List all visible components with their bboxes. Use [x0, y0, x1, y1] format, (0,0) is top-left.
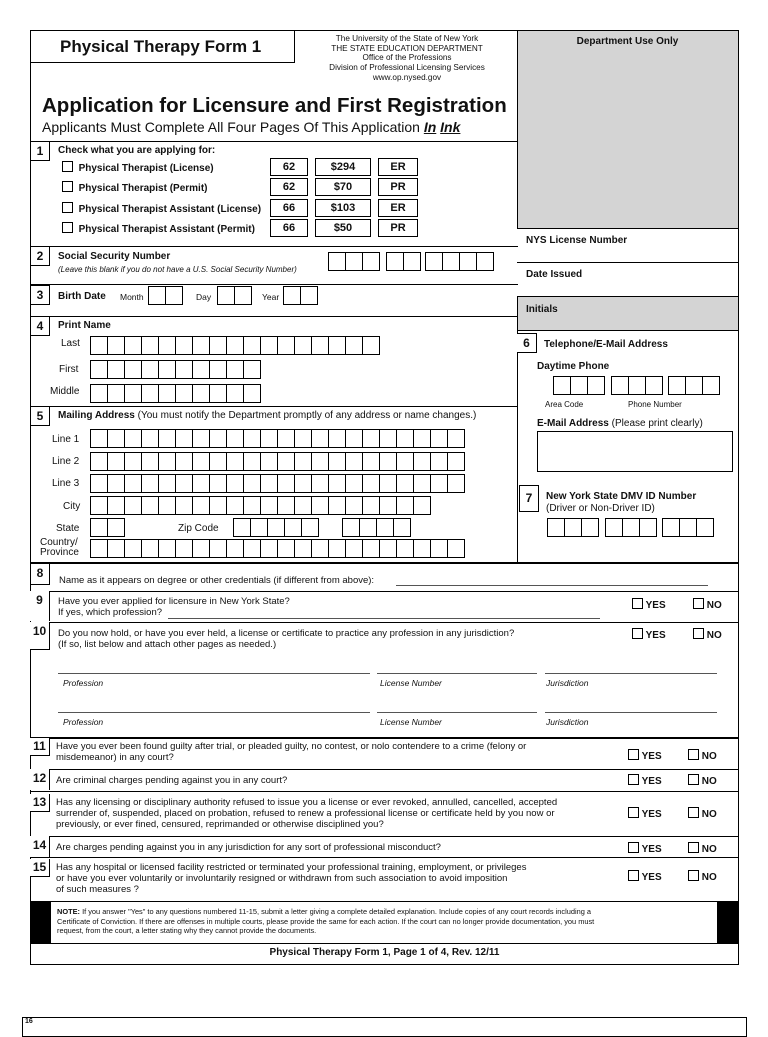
phone-number-suffix-input[interactable] [668, 376, 719, 395]
s9-followup: If yes, which profession? [58, 607, 163, 618]
s10-question [58, 628, 514, 650]
print-name-label: Print Name [58, 320, 111, 331]
nys-license-label: NYS License Number [526, 235, 628, 246]
jurisdiction-entry-line[interactable] [545, 673, 717, 674]
profession-entry-line[interactable] [58, 712, 370, 713]
s1-checkbox[interactable] [62, 202, 73, 213]
birth-month-input[interactable] [148, 286, 182, 305]
note-label: NOTE: [57, 907, 80, 916]
zip-plus4-input[interactable] [342, 518, 410, 537]
area-code-label: Area Code [545, 400, 584, 409]
section-number: 11 [30, 738, 50, 756]
no-label: NO [701, 872, 717, 883]
s1-checkbox[interactable] [62, 181, 73, 192]
no-option[interactable] [693, 598, 722, 611]
subtitle-in: In [423, 119, 437, 135]
note-line-1 [57, 907, 715, 917]
s13-text-3: previously, or ever fined, censured, reprimanded or otherwise disciplined you? [56, 819, 384, 830]
telephone-email-label: Telephone/E-Mail Address [544, 339, 668, 350]
s11-text: Have you ever been found guilty after trial, or pleaded guilty, no contest, or nolo contendere to a crime (felony or [56, 741, 527, 752]
s13-text: Has any licensing or disciplinary authority refused to issue you a license or ever revoked, annulled, cancelled, accepted [56, 797, 558, 808]
s1-title: Check what you are applying for: [58, 145, 216, 156]
yes-option[interactable] [628, 807, 662, 820]
s1-option-row [62, 161, 214, 174]
s10-text: Do you now hold, or have you ever held, a license or certificate to practice any profession in any jurisdiction? [58, 628, 515, 639]
section-number: 10 [30, 622, 50, 650]
fee-type: PR [378, 178, 418, 196]
fee-amount: $70 [315, 178, 371, 196]
profession-line [168, 618, 600, 619]
agency-line: Division of Professional Licensing Services [329, 63, 485, 73]
no-label: NO [706, 600, 722, 611]
yes-option[interactable] [628, 842, 662, 855]
fee-amount: $294 [315, 158, 371, 176]
email-heading [537, 418, 703, 429]
profession-caption: Profession [63, 717, 104, 727]
jurisdiction-caption: Jurisdiction [546, 678, 589, 688]
s14-question: Are charges pending against you in any jurisdiction for any sort of professional misconduct? [56, 842, 441, 853]
fee-type: ER [378, 199, 418, 217]
yes-option[interactable] [628, 774, 662, 787]
dmv-id-input[interactable] [547, 518, 598, 537]
middle-name-label: Middle [50, 386, 80, 397]
no-option[interactable] [688, 807, 717, 820]
s1-option-label: Physical Therapist Assistant (License) [78, 204, 262, 215]
no-label: NO [701, 844, 717, 855]
profession-code: 66 [270, 219, 308, 237]
country-input[interactable] [90, 539, 464, 558]
note-line-2: Certificate of Conviction. If there are offenses in multiple courts, please provide the same for each action. If the court can no longer provide documentation, you must [57, 916, 595, 926]
yes-label: YES [645, 600, 666, 611]
birth-day-input[interactable] [217, 286, 251, 305]
s15-text-3: of such measures ? [56, 884, 139, 895]
ssn-note: (Leave this blank if you do not have a U.S. Social Security Number) [58, 265, 297, 274]
area-code-input[interactable] [553, 376, 604, 395]
s8-question: Name as it appears on degree or other credentials (if different from above): [59, 575, 375, 586]
section-number: 8 [30, 563, 50, 585]
agency-line: THE STATE EDUCATION DEPARTMENT [331, 43, 483, 53]
mailing-address-heading [58, 410, 476, 421]
section-number: 9 [30, 591, 50, 621]
subtitle [42, 119, 460, 135]
fee-amount: $103 [315, 199, 371, 217]
address-line2-input[interactable] [90, 452, 464, 471]
credential-name-line [396, 585, 708, 586]
initials-label: Initials [526, 304, 558, 315]
state-label: State [56, 523, 80, 534]
note-bar-right [717, 902, 738, 943]
license-caption: License Number [380, 678, 442, 688]
section-number: 7 [519, 485, 539, 512]
s13-text-2: surrender of, suspended, placed on probation, refused to renew a professional license or certificate held by you now or [56, 808, 555, 819]
ssn-input[interactable] [328, 252, 379, 271]
note-line-1-text: If you answer "Yes" to any questions numbered 11-15, submit a letter giving a complete detailed explanation. Include copies of any court records including a [82, 907, 591, 916]
profession-code: 66 [270, 199, 308, 217]
license-caption: License Number [380, 717, 442, 727]
s11-text-2: misdemeanor) in any court? [56, 752, 174, 763]
ssn-input[interactable] [386, 252, 420, 271]
profession-caption: Profession [63, 678, 104, 688]
agency-line: The University of the State of New York [335, 34, 479, 43]
yes-label: YES [641, 809, 662, 820]
phone-number-label: Phone Number [628, 400, 682, 409]
city-input[interactable] [90, 496, 430, 515]
s9-question [58, 596, 290, 618]
first-name-input[interactable] [90, 360, 260, 379]
subtitle-text: Applicants Must Complete All Four Pages Of This Application [42, 119, 420, 135]
no-option[interactable] [688, 870, 717, 883]
dept-title: Department Use Only [576, 36, 679, 47]
s15-text-2: or have you ever voluntarily or involuntarily resigned or withdrawn from such association to avoid imposition [56, 873, 508, 884]
zip-input[interactable] [233, 518, 318, 537]
zip-label: Zip Code [178, 523, 219, 534]
agency-line: www.op.nysed.gov [372, 72, 442, 82]
main-title: Application for Licensure and First Registration [42, 94, 507, 117]
jurisdiction-entry-line[interactable] [545, 712, 717, 713]
middle-name-input[interactable] [90, 384, 260, 403]
yes-option[interactable] [628, 749, 662, 762]
s1-checkbox[interactable] [62, 161, 73, 172]
country-text: Country/ [40, 537, 78, 548]
birth-year-input[interactable] [283, 286, 317, 305]
s10-note: (If so, list below and attach other pages as needed.) [58, 639, 277, 650]
date-issued-label: Date Issued [526, 269, 583, 280]
yes-label: YES [641, 776, 662, 787]
birth-date-label: Birth Date [58, 291, 106, 302]
state-input[interactable] [90, 518, 124, 537]
note-bar-left [31, 902, 51, 943]
email-note: (Please print clearly) [611, 418, 703, 429]
yes-label: YES [641, 872, 662, 883]
daytime-phone-label: Daytime Phone [537, 361, 610, 372]
line2-label: Line 2 [52, 456, 80, 467]
ssn-label: Social Security Number [58, 251, 171, 262]
s15-question [56, 862, 526, 895]
province-text: Province [40, 547, 79, 558]
year-label: Year [262, 292, 280, 302]
last-name-input[interactable] [90, 336, 379, 355]
agency-block [296, 34, 518, 83]
yes-label: YES [641, 844, 662, 855]
phone-number-input[interactable] [611, 376, 662, 395]
s1-option-row [62, 202, 261, 215]
no-label: NO [701, 751, 717, 762]
email-input[interactable] [537, 431, 733, 472]
s1-option-label: Physical Therapist (Permit) [78, 183, 208, 194]
s13-question [56, 797, 557, 830]
s12-question: Are criminal charges pending against you in any court? [56, 775, 288, 786]
s1-option-label: Physical Therapist (License) [78, 163, 214, 174]
s1-option-row [62, 222, 255, 235]
section-number: 3 [30, 285, 50, 305]
no-option[interactable] [688, 774, 717, 787]
section-number: 15 [30, 859, 50, 877]
section-number: 14 [30, 836, 50, 857]
profession-entry-line[interactable] [58, 673, 370, 674]
s9-text: Have you ever applied for licensure in New York State? [58, 596, 290, 607]
first-name-label: First [59, 364, 79, 375]
jurisdiction-caption: Jurisdiction [546, 717, 589, 727]
s1-checkbox[interactable] [62, 222, 73, 233]
no-label: NO [701, 809, 717, 820]
fee-type: PR [378, 219, 418, 237]
section-number: 13 [30, 794, 50, 812]
section-number: 12 [30, 769, 50, 790]
no-option[interactable] [688, 842, 717, 855]
next-page-edge [22, 1017, 747, 1037]
city-label: City [63, 501, 81, 512]
address-line1-input[interactable] [90, 429, 464, 448]
no-label: NO [701, 776, 717, 787]
line3-label: Line 3 [52, 478, 80, 489]
section-number: 4 [30, 316, 50, 336]
mailing-address-note: (You must notify the Department promptly of any address or name changes.) [137, 410, 477, 421]
note-line-3: request, from the court, a letter stating why they cannot provide the documents. [57, 926, 317, 935]
section-number: 6 [517, 333, 537, 353]
note-text [57, 907, 715, 936]
fee-amount: $50 [315, 219, 371, 237]
day-label: Day [196, 292, 212, 302]
subtitle-ink: Ink [440, 119, 461, 135]
address-line3-input[interactable] [90, 474, 464, 493]
no-option[interactable] [688, 749, 717, 762]
s1-option-row [62, 181, 208, 194]
dmv-id-input[interactable] [605, 518, 656, 537]
yes-option[interactable] [632, 628, 666, 641]
yes-option[interactable] [628, 870, 662, 883]
s15-text: Has any hospital or licensed facility restricted or terminated your professional training, employment, or privileges [56, 862, 527, 873]
yes-label: YES [645, 630, 666, 641]
mailing-address-label: Mailing Address [58, 410, 135, 421]
page-footer: Physical Therapy Form 1, Page 1 of 4, Rev. 12/11 [269, 947, 500, 958]
form-title: Physical Therapy Form 1 [60, 37, 262, 56]
fee-type: ER [378, 158, 418, 176]
section-number: 2 [30, 246, 50, 266]
s11-question [56, 741, 526, 763]
email-label: E-Mail Address [537, 418, 609, 429]
yes-option[interactable] [632, 598, 666, 611]
dmv-label: New York State DMV ID Number [546, 491, 697, 502]
dmv-sub-label: (Driver or Non-Driver ID) [546, 503, 655, 514]
dmv-id-input[interactable] [662, 518, 713, 537]
yes-label: YES [641, 751, 662, 762]
country-label [40, 538, 79, 558]
agency-line: Office of the Professions [362, 53, 452, 63]
s1-option-label: Physical Therapist Assistant (Permit) [78, 224, 255, 235]
ssn-input[interactable] [425, 252, 493, 271]
month-label: Month [120, 292, 144, 302]
line1-label: Line 1 [52, 434, 80, 445]
section-number: 5 [30, 406, 50, 426]
profession-code: 62 [270, 178, 308, 196]
license-entry-line[interactable] [377, 673, 537, 674]
profession-code: 62 [270, 158, 308, 176]
no-label: NO [706, 630, 722, 641]
license-entry-line[interactable] [377, 712, 537, 713]
section-number: 1 [30, 141, 50, 161]
last-name-label: Last [61, 338, 80, 349]
next-page-number: 16 [25, 1018, 33, 1025]
no-option[interactable] [693, 628, 722, 641]
